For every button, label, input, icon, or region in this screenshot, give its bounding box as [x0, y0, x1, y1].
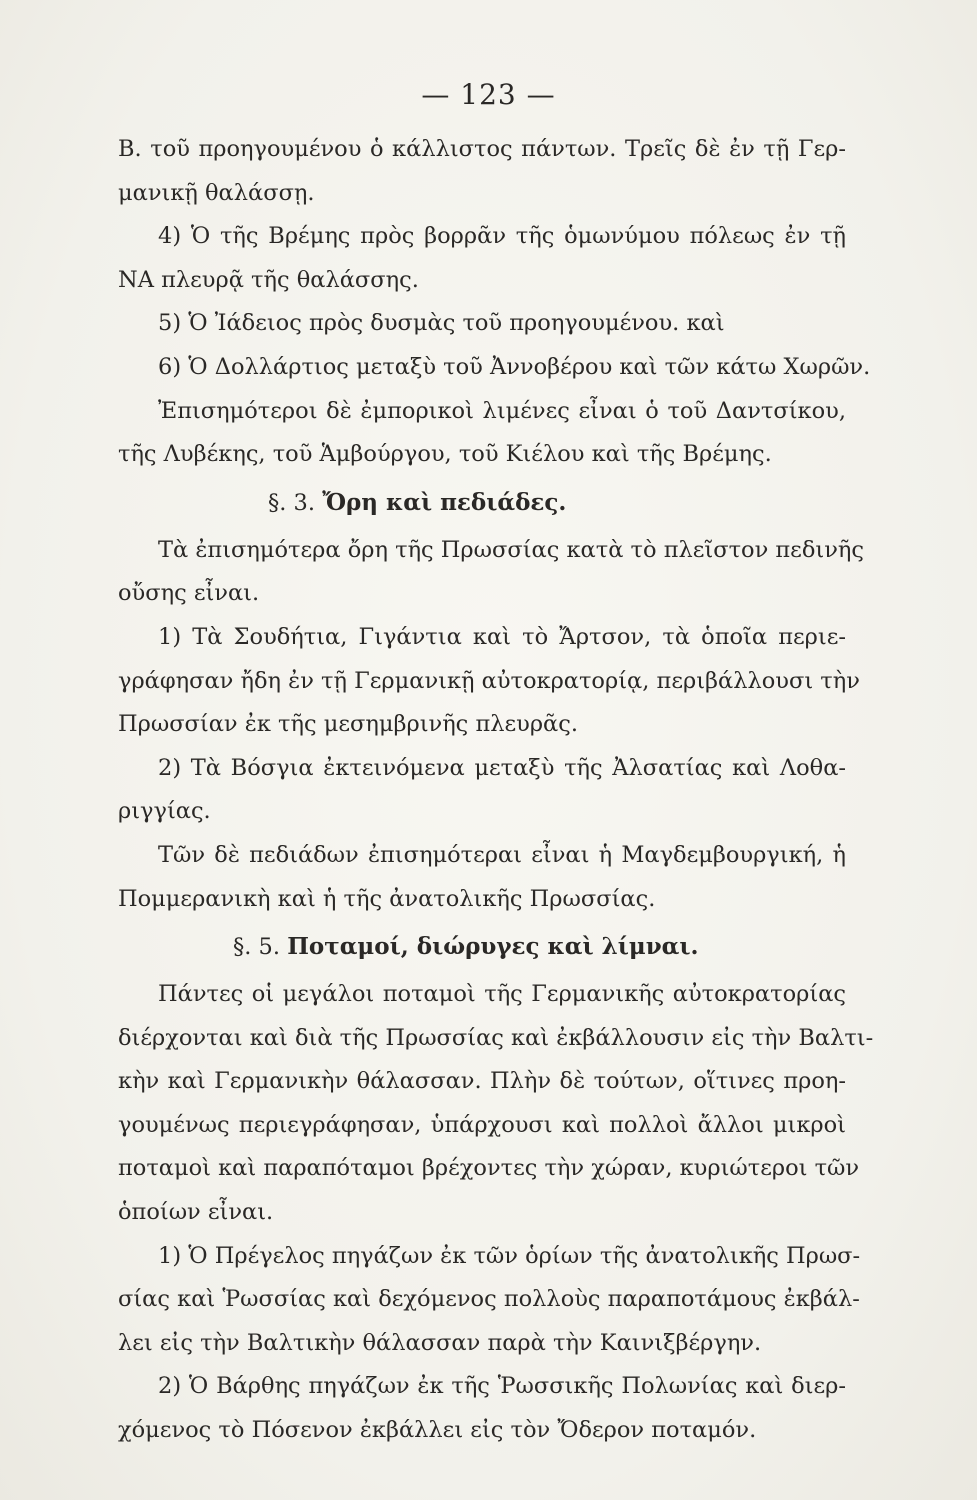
text-line: 5) Ὁ Ἰάδειος πρὸς δυσμὰς τοῦ προηγουμένου. καὶ	[158, 310, 725, 337]
text-line: Πάντες οἱ μεγάλοι ποταμοὶ τῆς Γερμανικῆς αὐτοκρατορίας	[158, 981, 846, 1008]
section-heading-rivers	[118, 921, 846, 973]
text-line: 1) Τὰ Σουδήτια, Γιγάντια καὶ τὸ Ἄρτσον, τὰ ὁποῖα περιε-	[158, 623, 846, 650]
text-line: 6) Ὁ Δολλάρτιος μεταξὺ τοῦ Ἀννοβέρου καὶ τῶν κάτω Χωρῶν.	[158, 353, 871, 380]
text-line: γράφησαν ἤδη ἐν τῇ Γερμανικῇ αὐτοκρατορίᾳ, περιβάλλουσι τὴν	[118, 667, 860, 694]
text-line: ριγγίας.	[118, 798, 211, 825]
text-line: γουμένως περιεγράφησαν, ὑπάρχουσι καὶ πολλοὶ ἄλλοι μικροὶ	[118, 1111, 846, 1138]
section-title: Ὄρη καὶ πεδιάδες.	[322, 488, 567, 516]
text-line: B. τοῦ προηγουμένου ὁ κάλλιστος πάντων. Τρεῖς δὲ ἐν τῇ Γερ-	[118, 136, 846, 162]
text-line: Τὰ ἐπισημότερα ὄρη τῆς Πρωσσίας κατὰ τὸ πλεῖστον πεδινῆς	[158, 536, 864, 563]
text-line: ποταμοὶ καὶ παραπόταμοι βρέχοντες τὴν χώραν, κυριώτεροι τῶν	[118, 1155, 860, 1182]
section-title: Ποταμοί, διώρυγες καὶ λίμναι.	[287, 933, 699, 961]
text-line: λει εἰς τὴν Βαλτικὴν θάλασσαν παρὰ τὴν Καινιξβέργην.	[118, 1329, 762, 1356]
text-line: μανικῇ θαλάσσῃ.	[118, 179, 315, 206]
text-line: ὁποίων εἶναι.	[118, 1199, 274, 1226]
text-line: ΝΑ πλευρᾷ τῆς θαλάσσης.	[118, 266, 419, 293]
text-line: Τῶν δὲ πεδιάδων ἐπισημότεραι εἶναι ἡ Μαγδεμβουργική, ἡ	[158, 841, 846, 868]
section-number: §. 5.	[233, 934, 281, 961]
text-line: 4) Ὁ τῆς Βρέμης πρὸς βορρᾶν τῆς ὁμωνύμου πόλεως ἐν τῇ	[158, 223, 846, 250]
text-line: διέρχονται καὶ διὰ τῆς Πρωσσίας καὶ ἐκβάλλουσιν εἰς τὴν Βαλτι-	[118, 1024, 874, 1051]
text-line: Πομμερανικὴ καὶ ἡ τῆς ἀνατολικῆς Πρωσσίας.	[118, 885, 656, 912]
text-line: 2) Τὰ Βόσγια ἐκτεινόμενα μεταξὺ τῆς Ἀλσατίας καὶ Λοθα-	[158, 754, 846, 781]
text-line: Πρωσσίαν ἐκ τῆς μεσημβρινῆς πλευρᾶς.	[118, 711, 578, 738]
text-line: τῆς Λυβέκης, τοῦ Ἁμβούργου, τοῦ Κιέλου καὶ τῆς Βρέμης.	[118, 441, 772, 468]
text-line: 2) Ὁ Βάρθης πηγάζων ἐκ τῆς Ῥωσσικῆς Πολωνίας καὶ διερ-	[158, 1373, 846, 1400]
text-line: οὔσης εἶναι.	[118, 580, 260, 607]
text-line: χόμενος τὸ Πόσενον ἐκβάλλει εἰς τὸν Ὄδερον ποταμόν.	[118, 1417, 757, 1444]
page-text	[118, 128, 874, 1453]
text-line: Ἐπισημότεροι δὲ ἐμπορικοὶ λιμένες εἶναι ὁ τοῦ Δαντσίκου,	[158, 397, 846, 424]
section-heading-mountains	[118, 477, 846, 529]
page-number: — 123 —	[421, 78, 556, 111]
text-line: 1) Ὁ Πρέγελος πηγάζων ἐκ τῶν ὁρίων τῆς ἀνατολικῆς Πρωσ-	[158, 1242, 861, 1269]
section-number: §. 3.	[268, 489, 316, 516]
text-line: σίας καὶ Ῥωσσίας καὶ δεχόμενος πολλοὺς παραποτάμους ἐκβάλ-	[118, 1286, 860, 1313]
text-line: κὴν καὶ Γερμανικὴν θάλασσαν. Πλὴν δὲ τούτων, οἵτινες προη-	[118, 1068, 846, 1095]
